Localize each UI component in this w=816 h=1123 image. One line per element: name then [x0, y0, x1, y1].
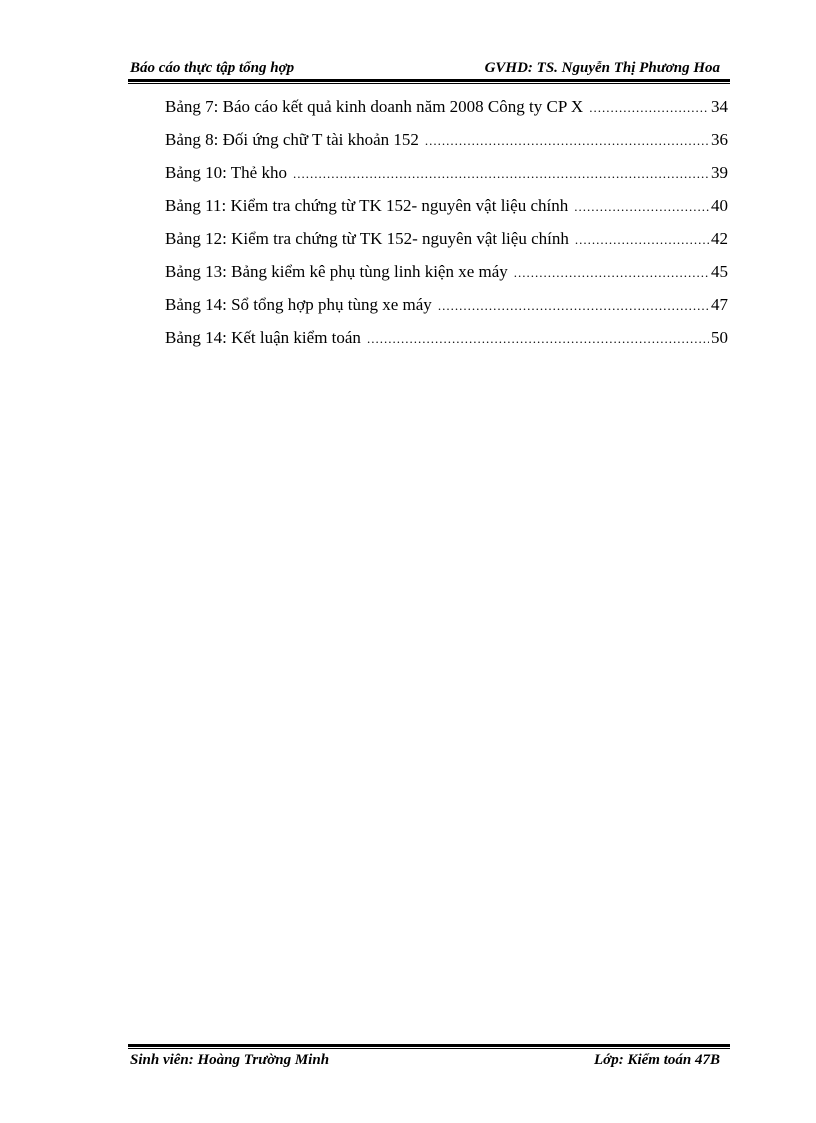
toc-entry[interactable] — [165, 160, 728, 193]
toc-entry-title: Bảng 14: Sổ tổng hợp phụ tùng xe máy — [165, 295, 432, 314]
toc-entry-title: Bảng 14: Kết luận kiểm toán — [165, 328, 361, 347]
toc-entry-page: 36 — [711, 130, 728, 149]
toc-entry-title: Bảng 8: Đối ứng chữ T tài khoản 152 — [165, 130, 419, 149]
toc-entry[interactable] — [165, 325, 728, 358]
toc-dot-leader — [293, 160, 709, 187]
toc-entry-title: Bảng 11: Kiểm tra chứng từ TK 152- nguyên vật liệu chính — [165, 196, 569, 215]
toc-entry-page: 47 — [711, 295, 728, 314]
toc-dot-leader — [589, 94, 709, 121]
page-footer — [128, 1049, 730, 1071]
footer-rule-thick — [128, 1044, 730, 1047]
toc-dot-leader — [367, 325, 709, 352]
footer-class: Lớp: Kiểm toán 47B — [594, 1052, 720, 1068]
footer-student: Sinh viên: Hoàng Trường Minh — [130, 1052, 330, 1068]
toc-entry-title: Bảng 7: Báo cáo kết quả kinh doanh năm 2008 Công ty CP X — [165, 97, 584, 116]
toc-entry-page: 40 — [711, 196, 728, 215]
header-rule-thick — [128, 79, 730, 82]
toc-entry[interactable] — [165, 226, 728, 259]
toc-dot-leader — [425, 127, 709, 154]
toc-entry[interactable] — [165, 94, 728, 127]
toc-entry-page: 39 — [711, 163, 728, 182]
toc-entry[interactable] — [165, 259, 728, 292]
toc-dot-leader — [574, 193, 709, 220]
toc-dot-leader — [575, 226, 709, 253]
toc-dot-leader — [514, 259, 709, 286]
page-header — [128, 57, 730, 79]
toc-entry-title: Bảng 13: Bảng kiểm kê phụ tùng linh kiện xe máy — [165, 262, 508, 281]
toc-entry-title: Bảng 12: Kiểm tra chứng từ TK 152- nguyên vật liệu chính — [165, 229, 569, 248]
toc-entry[interactable] — [165, 127, 728, 160]
toc-entry-page: 34 — [711, 97, 728, 116]
toc-entry-title: Bảng 10: Thẻ kho — [165, 163, 287, 182]
toc-dot-leader — [438, 292, 709, 319]
header-rule-thin — [128, 83, 730, 84]
table-of-contents — [165, 94, 728, 358]
toc-entry[interactable] — [165, 292, 728, 325]
toc-entry-page: 50 — [711, 328, 728, 347]
header-report-title: Báo cáo thực tập tổng hợp — [130, 60, 295, 76]
toc-entry-page: 45 — [711, 262, 728, 281]
header-supervisor: GVHD: TS. Nguyễn Thị Phương Hoa — [484, 60, 720, 76]
toc-entry-page: 42 — [711, 229, 728, 248]
toc-entry[interactable] — [165, 193, 728, 226]
